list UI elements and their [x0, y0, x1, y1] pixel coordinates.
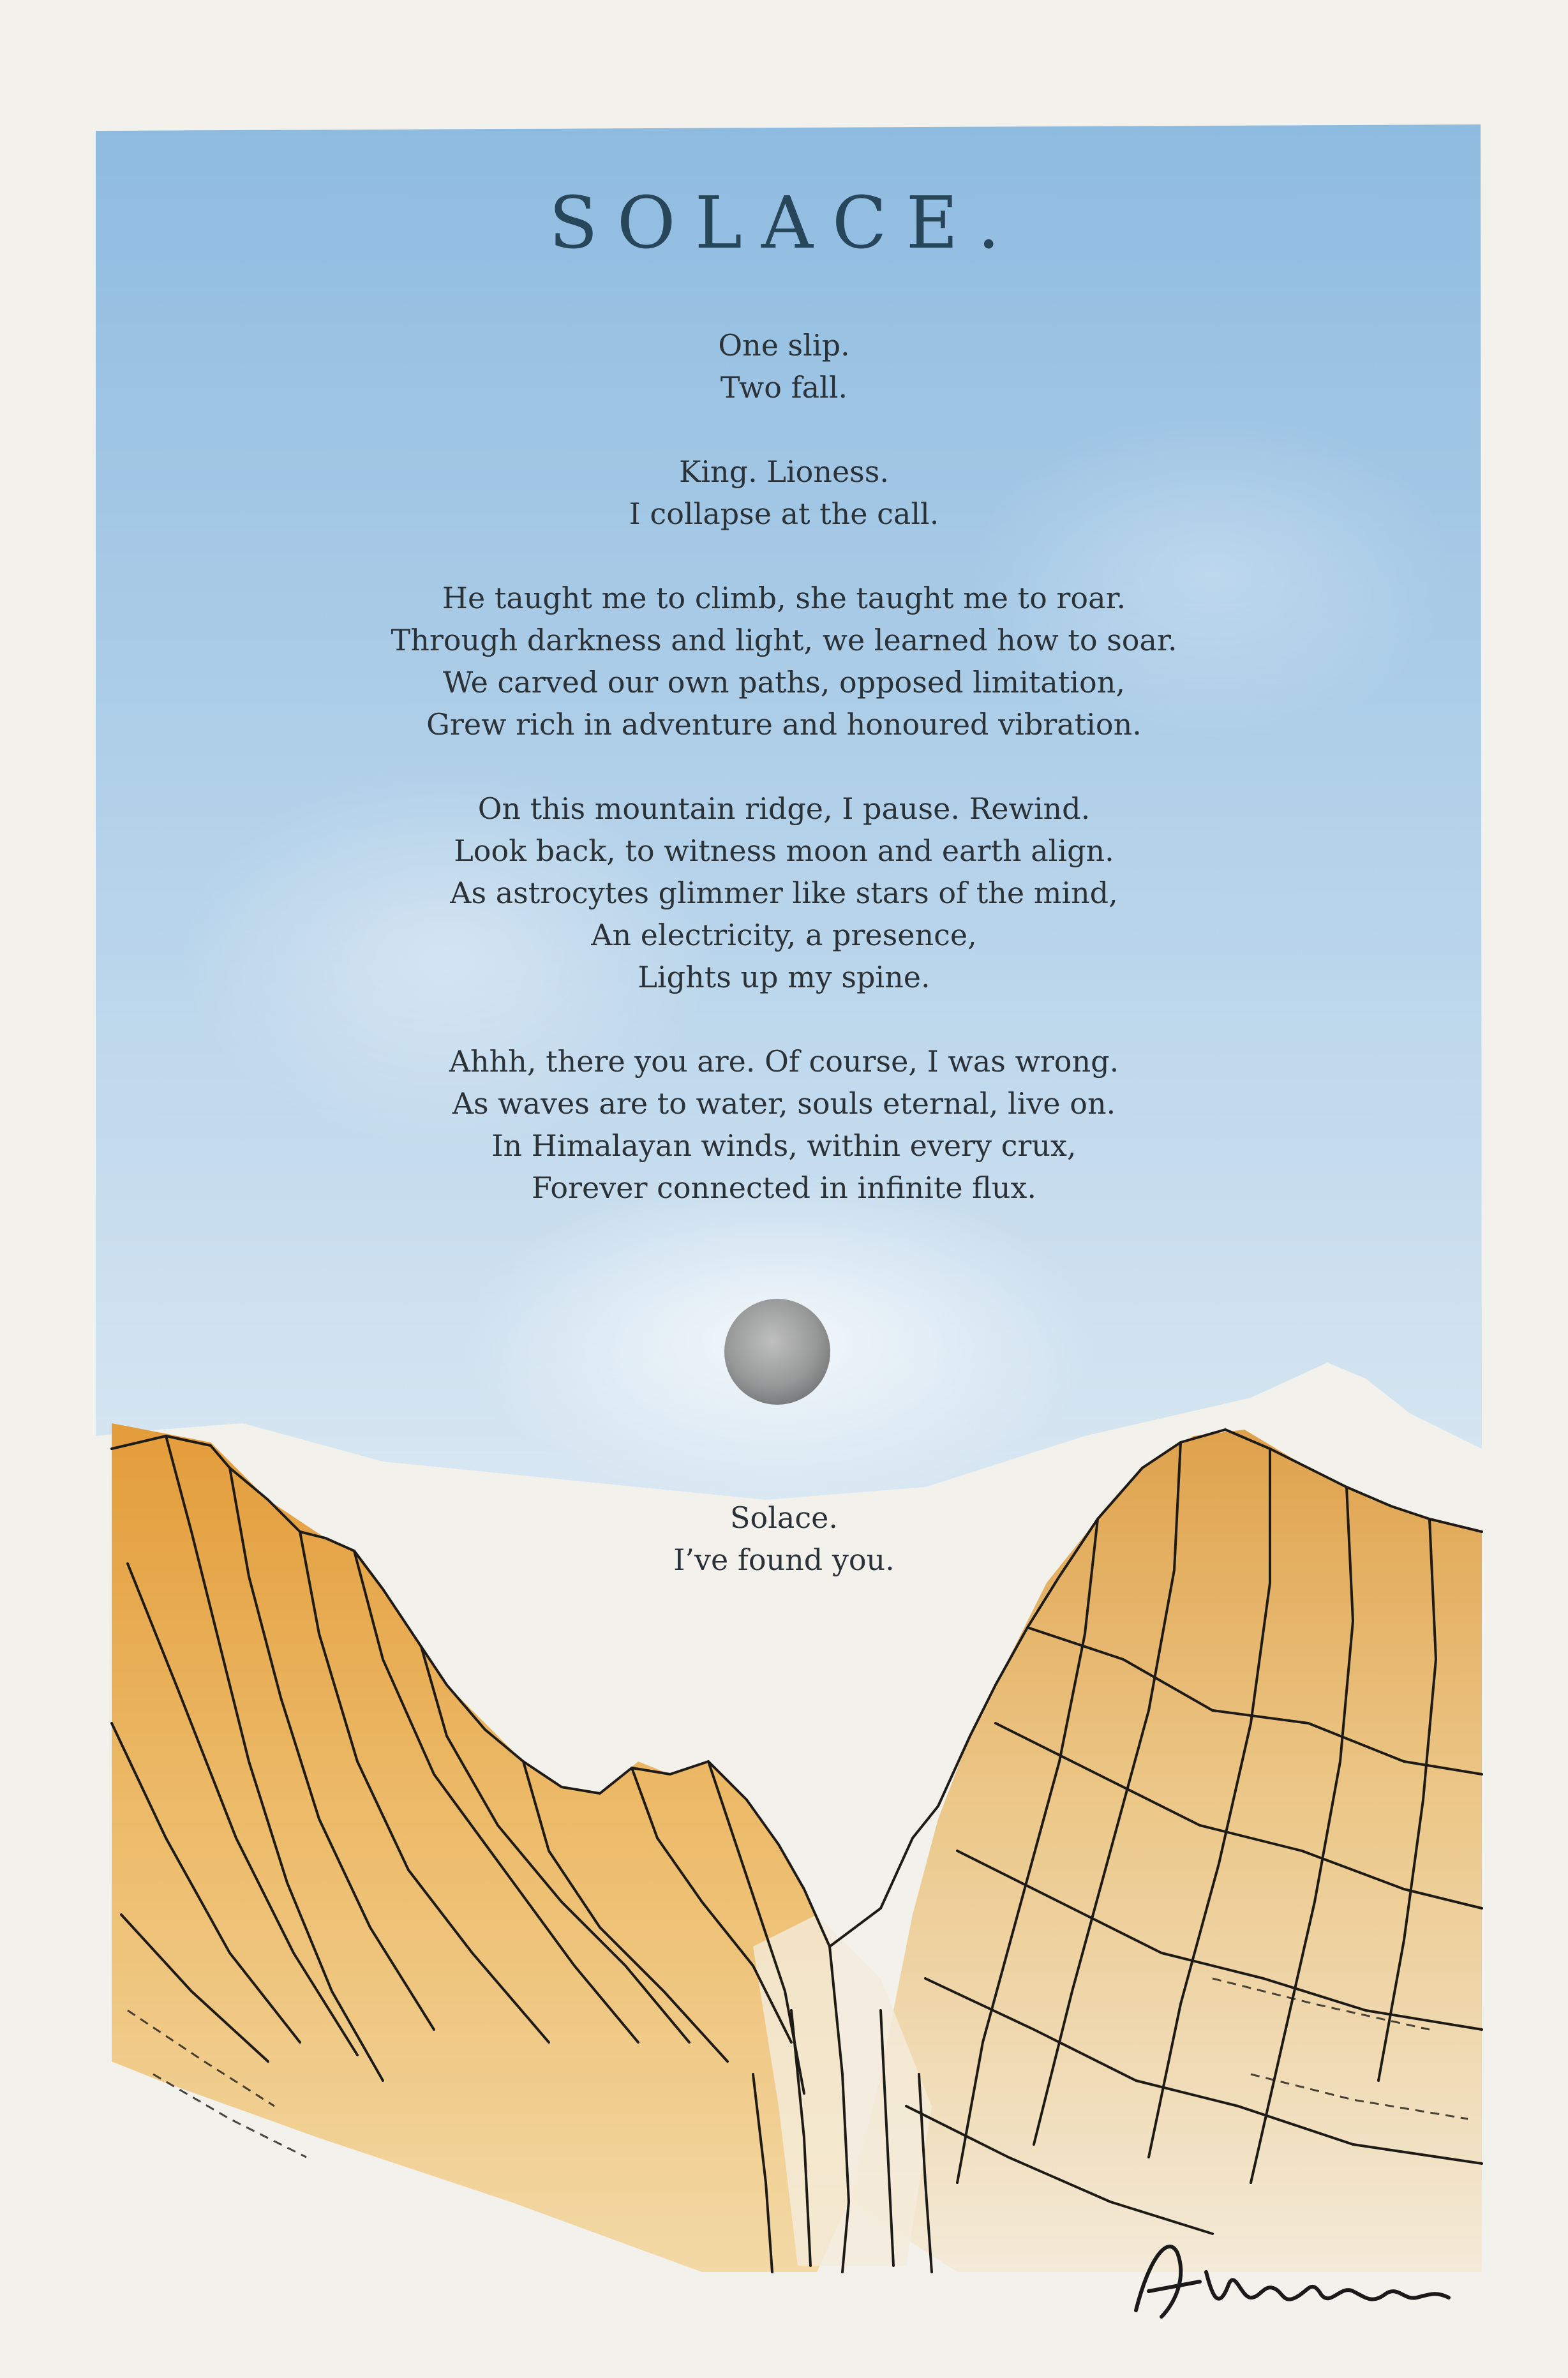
poem-line: Ahhh, there you are. Of course, I was wrong.: [449, 1044, 1119, 1079]
stanza: [0, 1040, 1568, 1209]
poem-line: Forever connected in infinite flux.: [531, 1170, 1037, 1205]
poem-line: He taught me to climb, she taught me to roar.: [442, 581, 1126, 615]
poem-line: Grew rich in adventure and honoured vibration.: [426, 707, 1142, 742]
stanza: [0, 324, 1568, 408]
poem-line: Lights up my spine.: [638, 960, 930, 994]
poem-line: On this mountain ridge, I pause. Rewind.: [477, 791, 1091, 826]
poem-line: In Himalayan winds, within every crux,: [491, 1128, 1077, 1163]
poem-closing: [0, 1497, 1568, 1581]
stanza: [0, 451, 1568, 535]
closing-line: I’ve found you.: [673, 1543, 895, 1577]
poem-line: I collapse at the call.: [629, 497, 939, 531]
poem-line: King. Lioness.: [678, 454, 890, 489]
poem-line: We carved our own paths, opposed limitation,: [443, 665, 1125, 699]
poem-line: An electricity, a presence,: [591, 918, 977, 952]
poem-line: Two fall.: [720, 370, 848, 405]
stanza: [0, 577, 1568, 745]
poem-line: Through darkness and light, we learned how to soar.: [391, 623, 1177, 657]
poem-line: As astrocytes glimmer like stars of the mind,: [450, 876, 1118, 910]
poem-title: SOLACE.: [549, 182, 1019, 265]
poem-line: One slip.: [718, 328, 850, 363]
poem-line: Look back, to witness moon and earth align.: [454, 834, 1114, 868]
poem-body: [0, 324, 1568, 1251]
closing-line: Solace.: [730, 1500, 838, 1535]
moon: [724, 1299, 830, 1405]
poem-line: As waves are to water, souls eternal, live on.: [452, 1086, 1116, 1121]
stanza: [0, 788, 1568, 998]
